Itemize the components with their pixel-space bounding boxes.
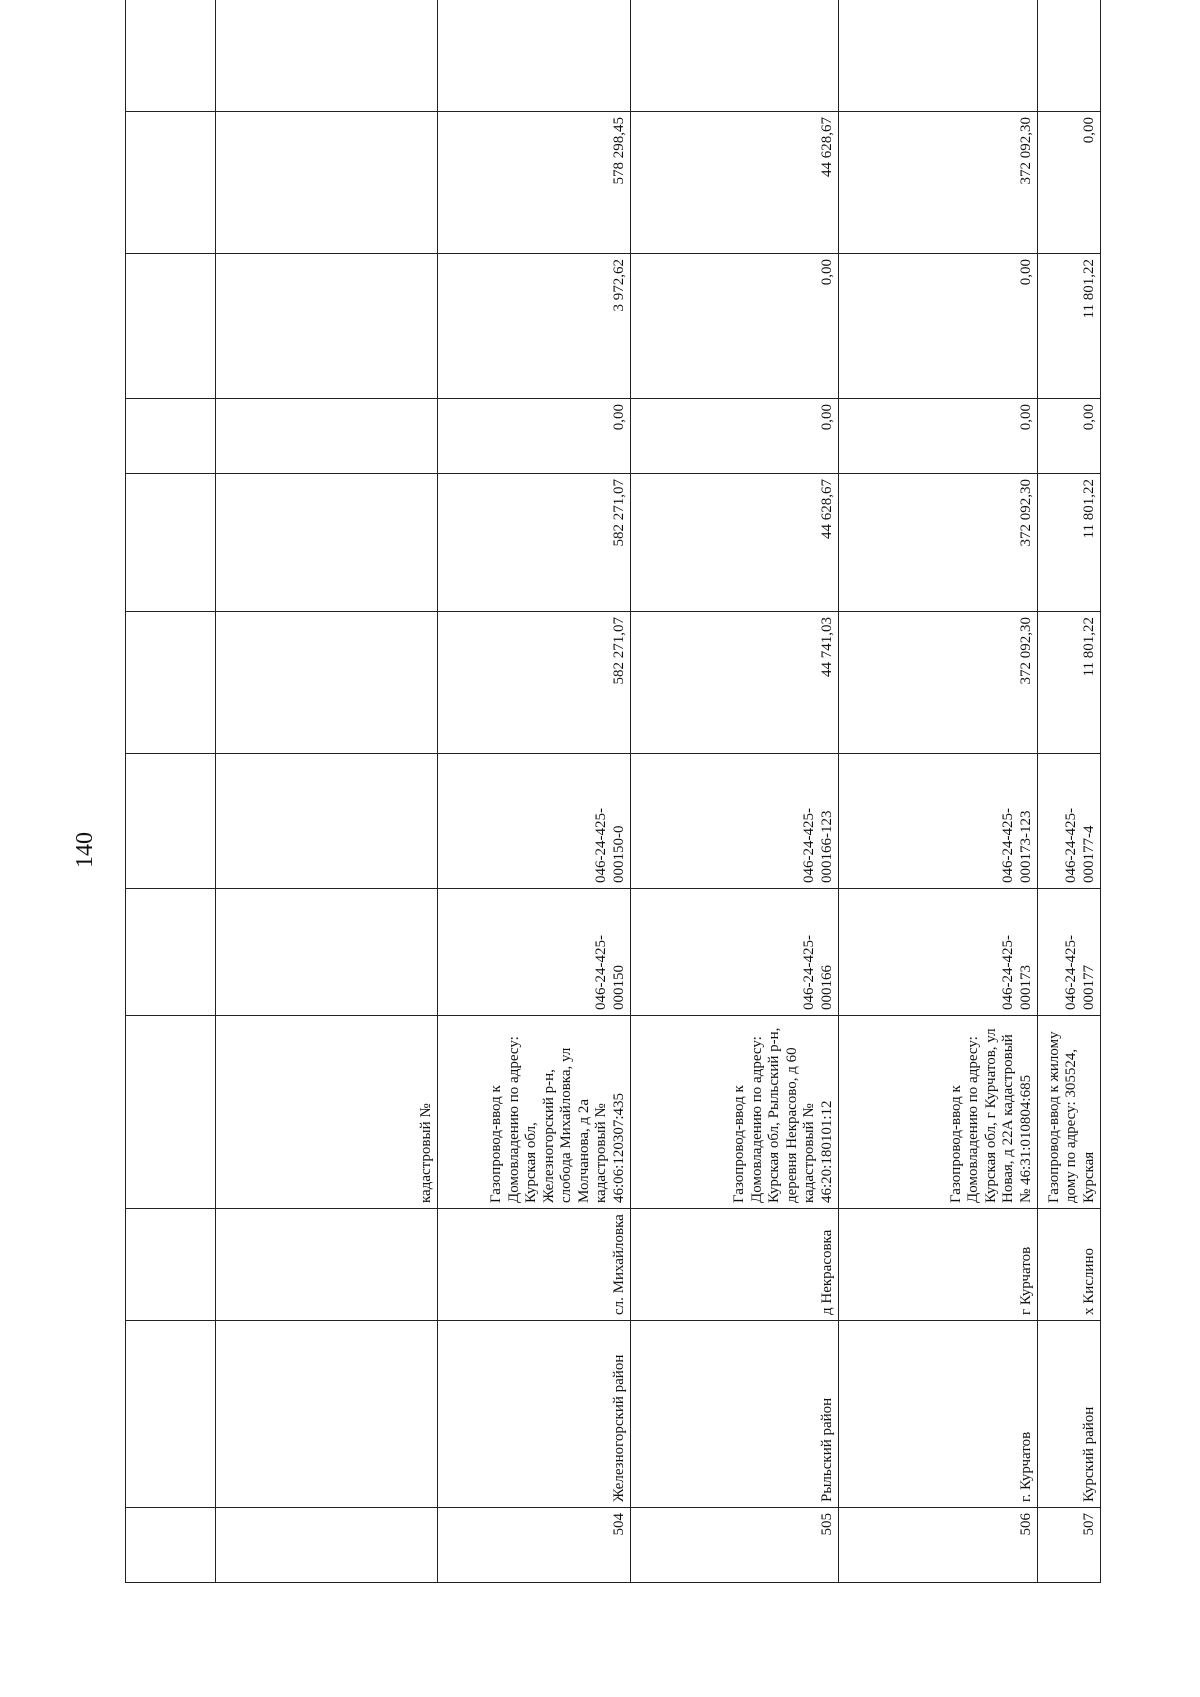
table-cell [216, 474, 438, 612]
row-index: 504 [438, 1508, 631, 1583]
inventory-number-cell: 046-24-425-000150 [438, 889, 631, 1016]
row-index: 505 [631, 1508, 839, 1583]
district-cell: г. Курчатов [839, 1321, 1038, 1508]
value-cell-5: 44 628,67 [631, 112, 839, 254]
settlement-cell: сл. Михайловка [438, 1209, 631, 1321]
value-cell-5: 578 298,45 [438, 112, 631, 254]
table-cell [126, 112, 216, 254]
table-cell [216, 112, 438, 254]
value-cell-1: 372 092,30 [839, 612, 1038, 754]
value-cell-3: 0,00 [839, 399, 1038, 474]
value-cell-2: 44 628,67 [631, 474, 839, 612]
value-cell-4: 0,00 [631, 254, 839, 399]
table-row [1038, 0, 1101, 1583]
table-row [839, 0, 1038, 1583]
settlement-cell: д Некрасовка [631, 1209, 839, 1321]
table-cell [126, 754, 216, 889]
value-cell-6 [839, 0, 1038, 112]
value-cell-4: 0,00 [839, 254, 1038, 399]
table-cell [216, 399, 438, 474]
value-cell-3: 0,00 [438, 399, 631, 474]
table-cell [216, 612, 438, 754]
table-cell [126, 0, 216, 112]
settlement-cell: г Курчатов [839, 1209, 1038, 1321]
value-cell-6 [631, 0, 839, 112]
district-cell: Рыльский район [631, 1321, 839, 1508]
inventory-number-cell: 046-24-425-000166 [631, 889, 839, 1016]
table-row [631, 0, 839, 1583]
row-index: 507 [1038, 1508, 1101, 1583]
register-number-cell: 046-24-425-000173-123 [839, 754, 1038, 889]
value-cell-6 [1038, 0, 1101, 112]
object-description-cell: Газопровод-ввод к Домовладению по адресу: Курская обл, Рыльский р-н, деревня Некрасово, д 60 кадастровый № 46:20:180101:12 [631, 1016, 839, 1209]
value-cell-5: 372 092,30 [839, 112, 1038, 254]
table-cell [216, 754, 438, 889]
table-row [438, 0, 631, 1583]
table-cell [216, 0, 438, 112]
district-cell: Железногорский район [438, 1321, 631, 1508]
assets-table [125, 0, 1101, 1583]
table-cell [216, 1209, 438, 1321]
table-row-header-continued [216, 0, 438, 1583]
value-cell-2: 11 801,22 [1038, 474, 1101, 612]
inventory-number-cell: 046-24-425-000173 [839, 889, 1038, 1016]
object-description-cell: Газопровод-ввод к жилому дому по адресу: 305524, Курская [1038, 1016, 1101, 1209]
table-cell [126, 1321, 216, 1508]
table-row-blank [126, 0, 216, 1583]
table-cell [126, 1016, 216, 1209]
district-cell: Курский район [1038, 1321, 1101, 1508]
value-cell-5: 0,00 [1038, 112, 1101, 254]
table-cell [216, 1321, 438, 1508]
value-cell-2: 372 092,30 [839, 474, 1038, 612]
row-index: 506 [839, 1508, 1038, 1583]
register-number-cell: 046-24-425-000166-123 [631, 754, 839, 889]
table-cell [126, 612, 216, 754]
object-description-cell: Газопровод-ввод к Домовладению по адресу: Курская обл, Железногорский р-н, слобода Михайловка, ул Молчанова, д 2а кадастровый № 46:06:120307:435 [438, 1016, 631, 1209]
register-number-cell: 046-24-425-000177-4 [1038, 754, 1101, 889]
table-cell [216, 889, 438, 1016]
value-cell-3: 0,00 [631, 399, 839, 474]
page-number: 140 [72, 832, 98, 868]
table-cell [216, 254, 438, 399]
table-cell [126, 474, 216, 612]
value-cell-3: 0,00 [1038, 399, 1101, 474]
value-cell-4: 3 972,62 [438, 254, 631, 399]
object-description-cell: Газопровод-ввод к Домовладению по адресу: Курская обл, г Курчатов, ул Новая, д 22А кадастровый № 46:31:010804:685 [839, 1016, 1038, 1209]
table-cell [126, 254, 216, 399]
register-number-cell: 046-24-425-000150-0 [438, 754, 631, 889]
value-cell-1: 44 741,03 [631, 612, 839, 754]
settlement-cell: х Кислино [1038, 1209, 1101, 1321]
header-cadastral-label: кадастровый № [216, 1016, 438, 1209]
table-cell [126, 399, 216, 474]
table-cell [126, 889, 216, 1016]
table-frame [125, 107, 1097, 1583]
table-cell [216, 1508, 438, 1583]
value-cell-1: 582 271,07 [438, 612, 631, 754]
value-cell-4: 11 801,22 [1038, 254, 1101, 399]
rotated-table-container [125, 107, 1097, 1583]
value-cell-2: 582 271,07 [438, 474, 631, 612]
table-cell [126, 1209, 216, 1321]
table-cell [126, 1508, 216, 1583]
inventory-number-cell: 046-24-425-000177 [1038, 889, 1101, 1016]
value-cell-1: 11 801,22 [1038, 612, 1101, 754]
value-cell-6 [438, 0, 631, 112]
